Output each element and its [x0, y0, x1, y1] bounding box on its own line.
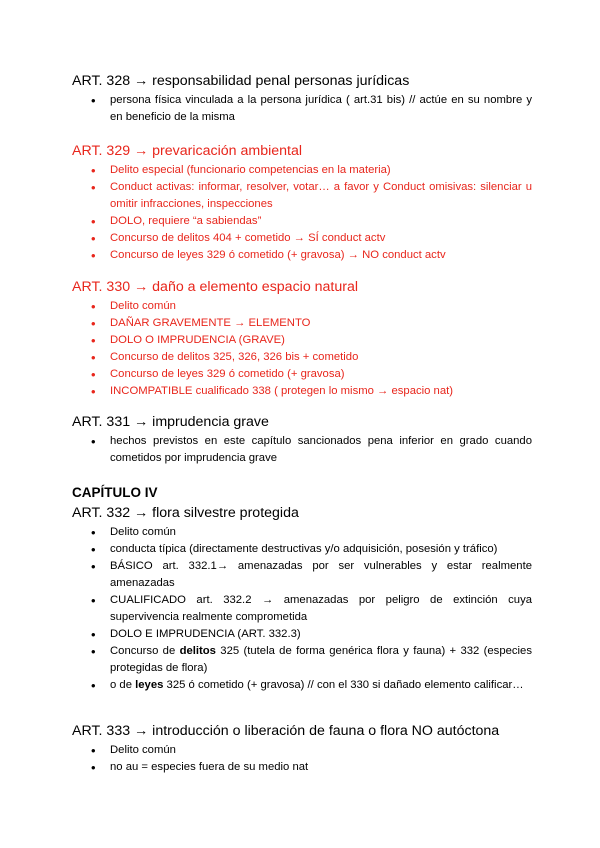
section-heading: ART. 329 → prevaricación ambiental	[72, 143, 303, 159]
bullet-list	[72, 162, 532, 264]
list-item: • persona física vinculada a la persona jurídica ( art.31 bis) // actúe en su nombre y en beneficio de la misma	[110, 92, 532, 126]
list-item: • Delito común	[110, 524, 532, 541]
section-art-329	[72, 142, 532, 264]
bullet-list	[72, 298, 532, 400]
list-item: • BÁSICO art. 332.1→ amenazadas por ser vulnerables y estar realmente amenazadas	[110, 558, 532, 592]
list-item	[110, 643, 532, 677]
section-art-330	[72, 278, 532, 400]
list-item: • INCOMPATIBLE cualificado 338 ( protegen lo mismo → espacio nat)	[110, 383, 532, 400]
section-heading: ART. 331 → imprudencia grave	[72, 414, 269, 430]
list-item	[110, 677, 532, 694]
bullet-list	[72, 433, 532, 467]
section-heading: ART. 328 → responsabilidad penal personas jurídicas	[72, 73, 410, 89]
list-item: • conducta típica (directamente destructivas y/o adquisición, posesión y tráfico)	[110, 541, 532, 558]
list-item: • CUALIFICADO art. 332.2 → amenazadas por peligro de extinción cuya supervivencia realmente comprometida	[110, 592, 532, 626]
item-text: Concurso de	[110, 645, 180, 657]
list-item: • no au = especies fuera de su medio nat	[110, 759, 532, 776]
section-art-333	[72, 722, 532, 776]
section-art-331	[72, 413, 532, 467]
list-item: • Delito común	[110, 742, 532, 759]
list-item: • Concurso de leyes 329 ó cometido (+ gravosa)	[110, 366, 532, 383]
list-item: • hechos previstos en este capítulo sancionados pena inferior en grado cuando cometidos por imprudencia grave	[110, 433, 532, 467]
list-item: • Concurso de delitos 404 + cometido → SÍ conduct actv	[110, 230, 532, 247]
section-art-328	[72, 72, 532, 126]
list-item: • DOLO, requiere “a sabiendas”	[110, 213, 532, 230]
chapter-title: CAPÍTULO IV	[72, 485, 158, 500]
section-chapter-iv	[72, 484, 532, 694]
list-item: • DOLO O IMPRUDENCIA (GRAVE)	[110, 332, 532, 349]
list-item: • DAÑAR GRAVEMENTE → ELEMENTO	[110, 315, 532, 332]
section-heading: ART. 330 → daño a elemento espacio natural	[72, 279, 359, 295]
bullet-list	[72, 742, 532, 776]
list-item: • Conduct activas: informar, resolver, votar… a favor y Conduct omisivas: silenciar u omitir infracciones, inspecciones	[110, 179, 532, 213]
bullet-list	[72, 524, 532, 694]
item-bold-text: delitos	[179, 645, 216, 657]
list-item: • Delito común	[110, 298, 532, 315]
list-item: • Delito especial (funcionario competencias en la materia)	[110, 162, 532, 179]
item-text: 325 (tutela de forma genérica flora y fauna) + 332 (especies protegidas de flora)	[110, 645, 532, 674]
bullet-list	[72, 92, 532, 126]
item-bold-text: leyes	[135, 679, 164, 691]
section-heading: ART. 332 → flora silvestre protegida	[72, 505, 299, 521]
item-text: o de	[110, 679, 136, 691]
list-item: • Concurso de leyes 329 ó cometido (+ gravosa) → NO conduct actv	[110, 247, 532, 264]
item-text: 325 ó cometido (+ gravosa) // con el 330 si dañado elemento calificar…	[163, 679, 524, 691]
list-item: • Concurso de delitos 325, 326, 326 bis + cometido	[110, 349, 532, 366]
list-item: • DOLO E IMPRUDENCIA (ART. 332.3)	[110, 626, 532, 643]
section-heading: ART. 333 → introducción o liberación de fauna o flora NO autóctona	[72, 723, 500, 739]
